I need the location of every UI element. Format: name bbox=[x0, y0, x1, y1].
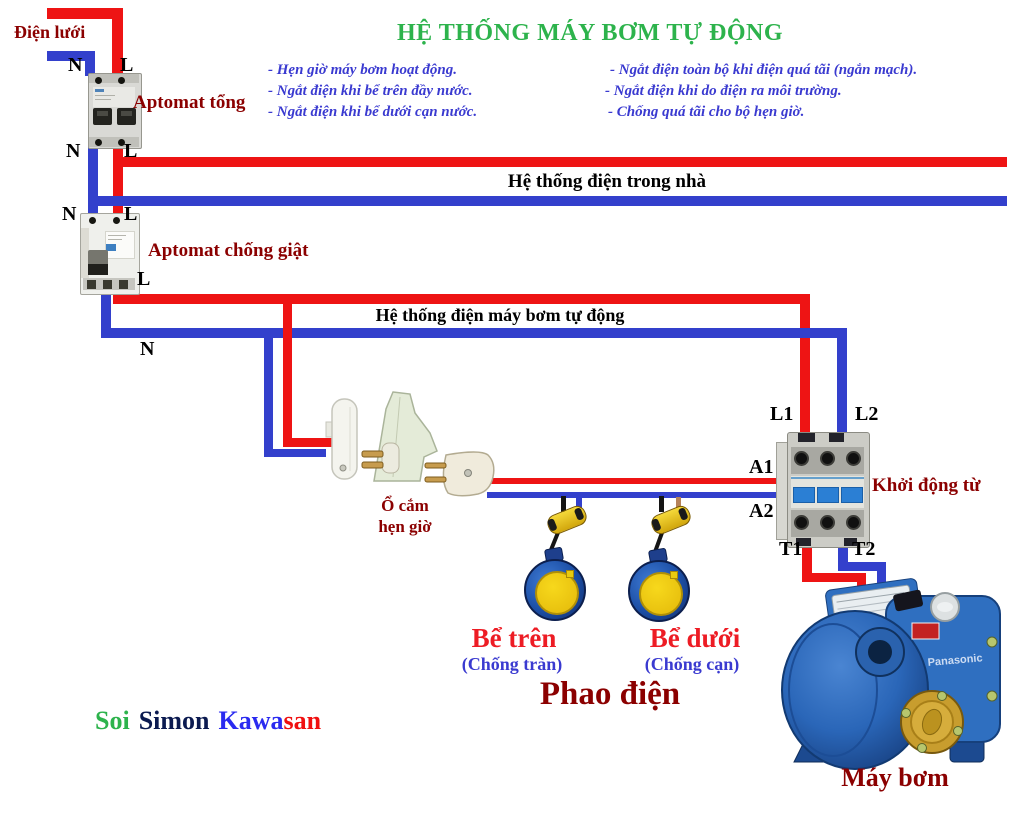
note-right-1: - Ngắt điện toàn bộ khi điện quá tãi (ngắn mạch). bbox=[610, 62, 918, 78]
timer-socket-label-line1: Ổ cắm bbox=[381, 496, 429, 515]
contactor-blue-line bbox=[791, 477, 864, 479]
plug-pin bbox=[425, 463, 446, 468]
contactor-contact-block bbox=[841, 487, 863, 503]
timer-pin bbox=[362, 462, 383, 468]
credit-line bbox=[95, 706, 321, 736]
terminal-a1: A1 bbox=[749, 456, 774, 478]
lower-tank-label: Bể dưới bbox=[649, 623, 741, 653]
contactor-screw bbox=[794, 515, 809, 530]
mcb-print-line bbox=[95, 95, 115, 96]
float-group-label: Phao điện bbox=[539, 676, 681, 712]
mcb-print-line bbox=[95, 99, 111, 100]
pump-circuit-label: Hệ thống điện máy bơm tự động bbox=[375, 305, 625, 325]
mcb-screw bbox=[95, 77, 102, 84]
rcd-lug bbox=[119, 280, 128, 289]
pump-sticker bbox=[912, 623, 939, 639]
lower-tank-note: (Chống cạn) bbox=[644, 654, 740, 674]
wire-neutral-socket-branch-h bbox=[264, 449, 326, 457]
contactor-label: Khởi động từ bbox=[872, 475, 981, 496]
timer-socket-label-line2: hẹn giờ bbox=[378, 517, 432, 536]
note-left-2: - Ngắt điện khi bể trên đầy nước. bbox=[268, 83, 473, 99]
rcd-screw bbox=[113, 217, 120, 224]
float2-dot bbox=[670, 571, 678, 579]
contactor-top-clamp bbox=[829, 433, 844, 442]
float1-dot bbox=[566, 570, 574, 578]
pump-motor bbox=[782, 611, 928, 769]
credit-word-2: Simon bbox=[138, 706, 210, 735]
contactor-screw bbox=[846, 515, 861, 530]
wire-neutral-socket-branch-v bbox=[264, 337, 273, 457]
contactor-contact-block bbox=[817, 487, 839, 503]
terminal-t1: T1 bbox=[779, 538, 803, 560]
pump-cap-highlight bbox=[937, 602, 953, 612]
wire-live-house-line bbox=[113, 157, 1007, 167]
upper-tank-label: Bể trên bbox=[471, 623, 557, 653]
terminal-t2: T2 bbox=[852, 538, 876, 560]
rcd-screw bbox=[89, 217, 96, 224]
main-breaker-label: Aptomat tổng bbox=[133, 92, 246, 113]
timer-pin-base bbox=[382, 443, 399, 473]
pump-device bbox=[778, 566, 1012, 780]
upper-tank-note: (Chống tràn) bbox=[461, 654, 563, 674]
mcb-screw bbox=[95, 139, 102, 146]
credit-word-1: Soi bbox=[95, 706, 130, 735]
wire-float2-drop bbox=[659, 496, 664, 512]
rcd-toggle-front bbox=[88, 264, 108, 275]
mcb-toggle-slot bbox=[121, 111, 132, 116]
terminal-n-breaker-out: N bbox=[66, 140, 81, 162]
terminal-a2: A2 bbox=[749, 500, 774, 522]
wire-live-socket-branch-v bbox=[283, 299, 292, 446]
weight-cap bbox=[574, 507, 585, 521]
pump-inlet-hole bbox=[868, 640, 892, 664]
mcb-screw bbox=[118, 77, 125, 84]
rcd-print-line bbox=[108, 239, 122, 240]
note-left-3: - Ngắt điện khi bể dưới cạn nước. bbox=[268, 104, 478, 120]
timer-pin bbox=[362, 451, 383, 457]
wire-neutral-a2-line bbox=[487, 492, 802, 498]
contactor-top-clamp bbox=[798, 433, 815, 442]
timer-socket-assembly bbox=[320, 385, 505, 510]
float1-cable-weight bbox=[545, 503, 590, 537]
wire-neutral-pump-line bbox=[101, 328, 847, 338]
weight-cap bbox=[547, 518, 558, 532]
weight-cap bbox=[651, 518, 662, 532]
note-right-3: - Chống quá tãi cho bộ hẹn giờ. bbox=[608, 104, 805, 120]
rcd-print-line bbox=[108, 235, 126, 236]
note-right-2: - Ngắt điện khi do điện ra môi trường. bbox=[605, 83, 842, 99]
wire-live-pump-line bbox=[113, 294, 810, 304]
pump-brand-text: Panasonic bbox=[927, 652, 984, 669]
credit-word-3: Kawa bbox=[218, 706, 284, 735]
credit-word-4: san bbox=[283, 706, 322, 735]
mains-label: Điện lưới bbox=[14, 22, 86, 42]
weight-cap bbox=[678, 507, 689, 521]
float2-cable-weight bbox=[649, 503, 694, 537]
pump-brass-cover bbox=[901, 691, 963, 753]
contactor-screw bbox=[794, 451, 809, 466]
house-line-label: Hệ thống điện trong nhà bbox=[507, 171, 707, 192]
timer-socket-label bbox=[360, 495, 450, 537]
terminal-l-breaker-out: L bbox=[124, 140, 138, 162]
terminal-l-rcd-out: L bbox=[137, 268, 151, 290]
socket-screw bbox=[340, 465, 346, 471]
wire-neutral-breaker-to-rcd bbox=[88, 145, 98, 220]
terminal-l-rcd-in: L bbox=[124, 203, 138, 225]
mcb-toggle-slot bbox=[97, 111, 108, 116]
terminal-n-pump-line: N bbox=[140, 338, 155, 360]
contactor-screw bbox=[820, 515, 835, 530]
contactor-screw bbox=[820, 451, 835, 466]
terminal-l2: L2 bbox=[855, 403, 879, 425]
terminal-l-mains: L bbox=[120, 54, 134, 76]
terminal-n-rcd-in: N bbox=[62, 203, 77, 225]
note-left-1: - Hẹn giờ máy bơm hoạt động. bbox=[268, 62, 458, 78]
plug-screw bbox=[465, 470, 472, 477]
rcd-lug bbox=[103, 280, 112, 289]
pump-bolt bbox=[987, 691, 997, 701]
pump-label: Máy bơm bbox=[841, 763, 949, 792]
wire-neutral-house-line bbox=[88, 196, 1007, 206]
plug-pin bbox=[425, 477, 446, 482]
diagram-title: HỆ THỐNG MÁY BƠM TỰ ĐỘNG bbox=[396, 20, 783, 46]
contactor-screw bbox=[846, 451, 861, 466]
rcd-lug bbox=[87, 280, 96, 289]
terminal-l1: L1 bbox=[770, 403, 794, 425]
wire-live-to-contactor-l1 bbox=[800, 294, 810, 440]
rcd-breaker-label: Aptomat chống giật bbox=[148, 240, 309, 261]
pump-bolt bbox=[987, 637, 997, 647]
mcb-brand-mark bbox=[95, 89, 104, 92]
contactor-contact-block bbox=[793, 487, 815, 503]
contactor-device bbox=[776, 430, 870, 548]
wire-neutral-to-contactor-l2 bbox=[837, 328, 847, 440]
terminal-n-mains: N bbox=[68, 54, 83, 76]
